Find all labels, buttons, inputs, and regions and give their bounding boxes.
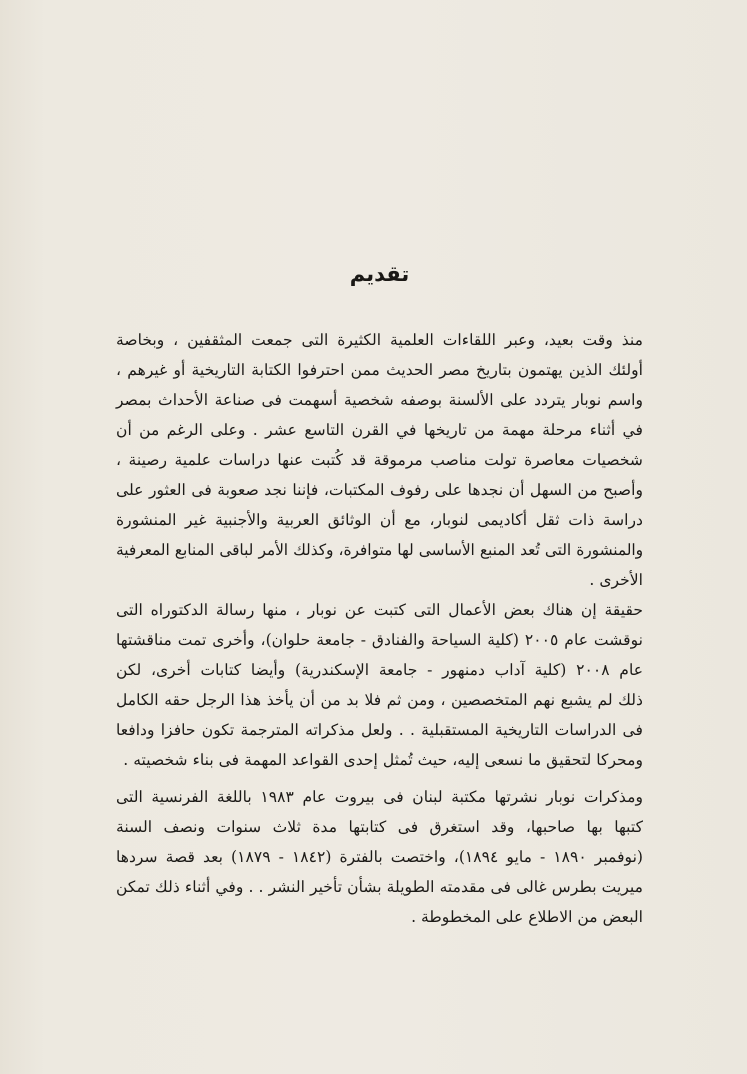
text-line: عام ٢٠٠٨ (كلية آداب دمنهور - جامعة الإسكندرية) وأيضا كتابات أخرى، لكن bbox=[116, 661, 643, 679]
text-line: حقيقة إن هناك بعض الأعمال التى كتبت عن نوبار ، منها رسالة الدكتوراه التى bbox=[116, 601, 643, 619]
text-line: والمنشورة التى تُعد المنبع الأساسى لها متوافرة، وكذلك الأمر لباقى المنابع المعرفية bbox=[116, 541, 643, 559]
text-line: واسم نوبار يتردد على الألسنة بوصفه شخصية أسهمت فى صناعة الأحداث بمصر bbox=[116, 391, 643, 409]
text-line: فى الدراسات التاريخية المستقبلية . . ولعل مذكراته المترجمة تكون حافزا ودافعا bbox=[116, 721, 643, 739]
text-line: وأصبح من السهل أن نجدها على رفوف المكتبات، فإننا نجد صعوبة فى العثور على bbox=[116, 481, 643, 499]
text-line: كتبها بها صاحبها، وقد استغرق فى كتابتها مدة ثلاث سنوات ونصف السنة bbox=[116, 818, 643, 836]
text-line: ميريت بطرس غالى فى مقدمته الطويلة بشأن تأخير النشر . . وفي أثناء ذلك تمكن bbox=[116, 878, 643, 896]
text-line: نوقشت عام ٢٠٠٥ (كلية السياحة والفنادق - جامعة حلوان)، وأخرى تمت مناقشتها bbox=[116, 631, 643, 649]
text-line: منذ وقت بعيد، وعبر اللقاءات العلمية الكثيرة التى جمعت المثقفين ، وبخاصة bbox=[116, 331, 643, 349]
text-line: في أثناء مرحلة مهمة من تاريخها في القرن التاسع عشر . وعلى الرغم من أن bbox=[116, 421, 643, 439]
text-line: ومذكرات نوبار نشرتها مكتبة لبنان فى بيروت عام ١٩٨٣ باللغة الفرنسية التى bbox=[116, 788, 643, 806]
text-line: دراسة ذات ثقل أكاديمى لنوبار، مع أن الوثائق العربية والأجنبية غير المنشورة bbox=[116, 511, 643, 529]
text-line: شخصيات معاصرة تولت مناصب مرموقة قد كُتبت عنها دراسات علمية رصينة ، bbox=[116, 451, 643, 469]
text-line: ومحركا لتحقيق ما نسعى إليه، حيث تُمثل إحدى القواعد المهمة فى بناء شخصيته . bbox=[123, 751, 643, 769]
text-line: الأخرى . bbox=[589, 571, 643, 589]
text-line: أولئك الذين يهتمون بتاريخ مصر الحديث ممن احترفوا الكتابة التاريخية أو غيرهم ، bbox=[116, 361, 643, 379]
text-line: البعض من الاطلاع على المخطوطة . bbox=[411, 908, 643, 926]
text-line: ذلك لم يشبع نهم المتخصصين ، ومن ثم فلا بد من أن يأخذ هذا الرجل حقه الكامل bbox=[116, 691, 643, 709]
page-title: تقديم bbox=[349, 262, 410, 286]
text-line: (نوفمبر ١٨٩٠ - مايو ١٨٩٤)، واختصت بالفترة (١٨٤٢ - ١٨٧٩) بعد قصة سردها bbox=[116, 848, 644, 866]
